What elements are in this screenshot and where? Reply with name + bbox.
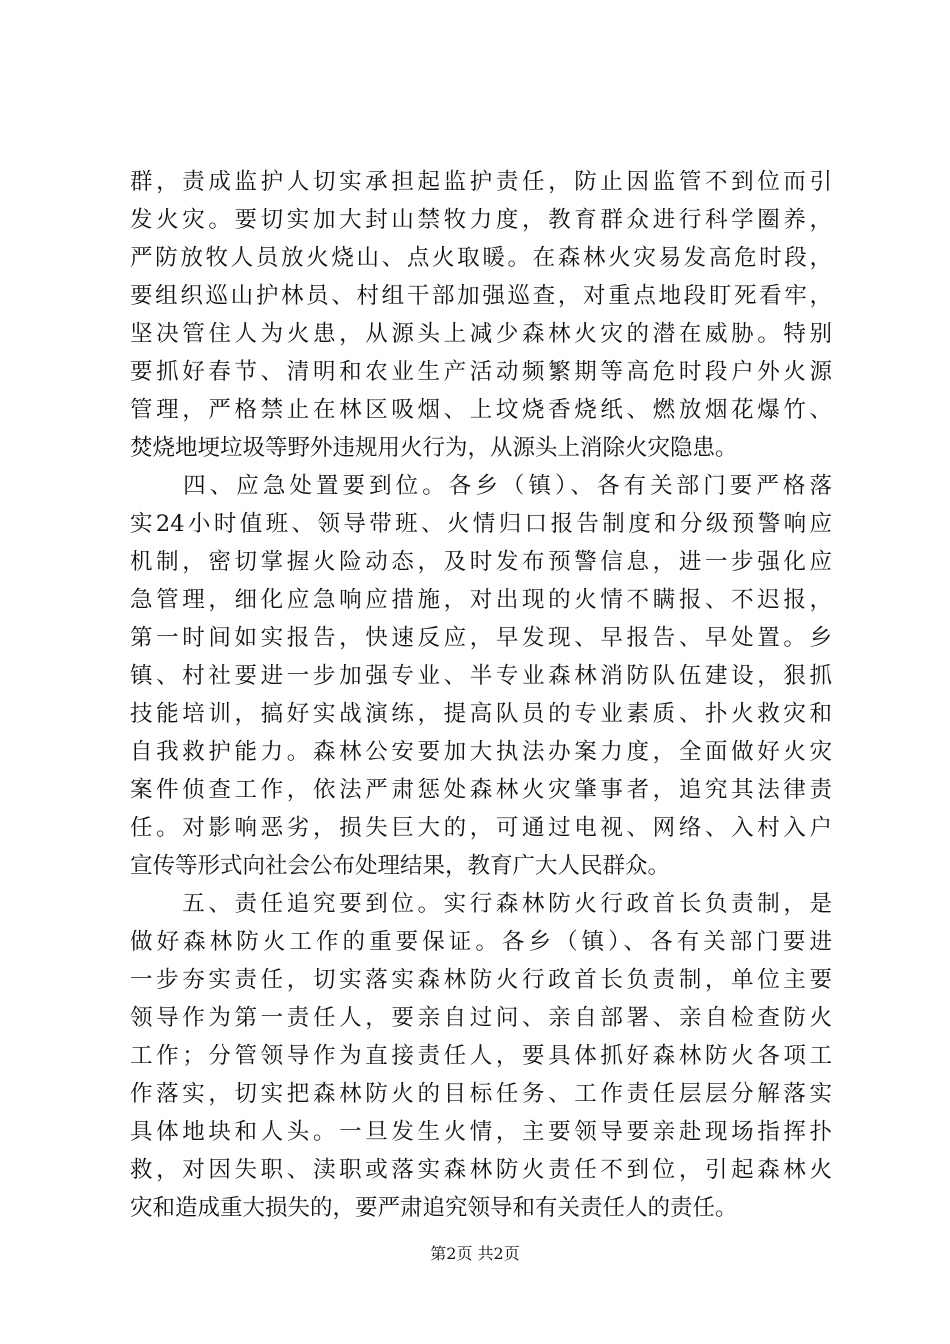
text-line: 严防放牧人员放火烧山、点火取暖。在森林火灾易发高危时段， xyxy=(130,245,832,271)
text-line: 案件侦查工作，依法严肃惩处森林火灾肇事者，追究其法律责 xyxy=(130,777,832,803)
text-line: 要组织巡山护林员、村组干部加强巡查，对重点地段盯死看牢， xyxy=(130,283,832,309)
text-line: 镇、村社要进一步加强专业、半专业森林消防队伍建设，狠抓 xyxy=(130,663,832,689)
text-line: 做好森林防火工作的重要保证。各乡（镇）、各有关部门要进 xyxy=(130,929,832,955)
text-line: 一步夯实责任，切实落实森林防火行政首长负责制，单位主要 xyxy=(130,967,832,993)
text-line: 第一时间如实报告，快速反应，早发现、早报告、早处置。乡 xyxy=(130,625,832,651)
text-line: 救，对因失职、渎职或落实森林防火责任不到位，引起森林火 xyxy=(130,1157,832,1183)
text-line: 发火灾。要切实加大封山禁牧力度，教育群众进行科学圈养， xyxy=(130,207,832,233)
section-heading-line: 五、责任追究要到位。实行森林防火行政首长负责制，是 xyxy=(130,891,832,917)
text-line: 具体地块和人头。一旦发生火情，主要领导要亲赴现场指挥扑 xyxy=(130,1119,832,1145)
text-line: 焚烧地埂垃圾等野外违规用火行为，从源头上消除火灾隐患。 xyxy=(130,435,738,461)
text-line: 实24小时值班、领导带班、火情归口报告制度和分级预警响应 xyxy=(130,511,832,537)
text-line: 管理，严格禁止在林区吸烟、上坟烧香烧纸、燃放烟花爆竹、 xyxy=(130,397,832,423)
section-heading-line: 四、应急处置要到位。各乡（镇）、各有关部门要严格落 xyxy=(130,473,832,499)
text-line: 机制，密切掌握火险动态，及时发布预警信息，进一步强化应 xyxy=(130,549,832,575)
text-line: 领导作为第一责任人，要亲自过问、亲自部署、亲自检查防火 xyxy=(130,1005,832,1031)
text-line: 作落实，切实把森林防火的目标任务、工作责任层层分解落实 xyxy=(130,1081,832,1107)
text-line: 群，责成监护人切实承担起监护责任，防止因监管不到位而引 xyxy=(130,169,832,195)
text-line: 自我救护能力。森林公安要加大执法办案力度，全面做好火灾 xyxy=(130,739,832,765)
page-footer: 第2页 共2页 xyxy=(430,1244,520,1263)
text-line: 要抓好春节、清明和农业生产活动频繁期等高危时段户外火源 xyxy=(130,359,832,385)
text-line: 工作；分管领导作为直接责任人，要具体抓好森林防火各项工 xyxy=(130,1043,832,1069)
text-line: 坚决管住人为火患，从源头上减少森林火灾的潜在威胁。特别 xyxy=(130,321,832,347)
text-line: 急管理，细化应急响应措施，对出现的火情不瞒报、不迟报， xyxy=(130,587,832,613)
document-body xyxy=(130,163,832,1227)
text-line: 灾和造成重大损失的，要严肃追究领导和有关责任人的责任。 xyxy=(130,1195,738,1221)
text-line: 任。对影响恶劣，损失巨大的，可通过电视、网络、入村入户 xyxy=(130,815,832,841)
text-line: 宣传等形式向社会公布处理结果，教育广大人民群众。 xyxy=(130,853,671,879)
text-line: 技能培训，搞好实战演练，提高队员的专业素质、扑火救灾和 xyxy=(130,701,832,727)
